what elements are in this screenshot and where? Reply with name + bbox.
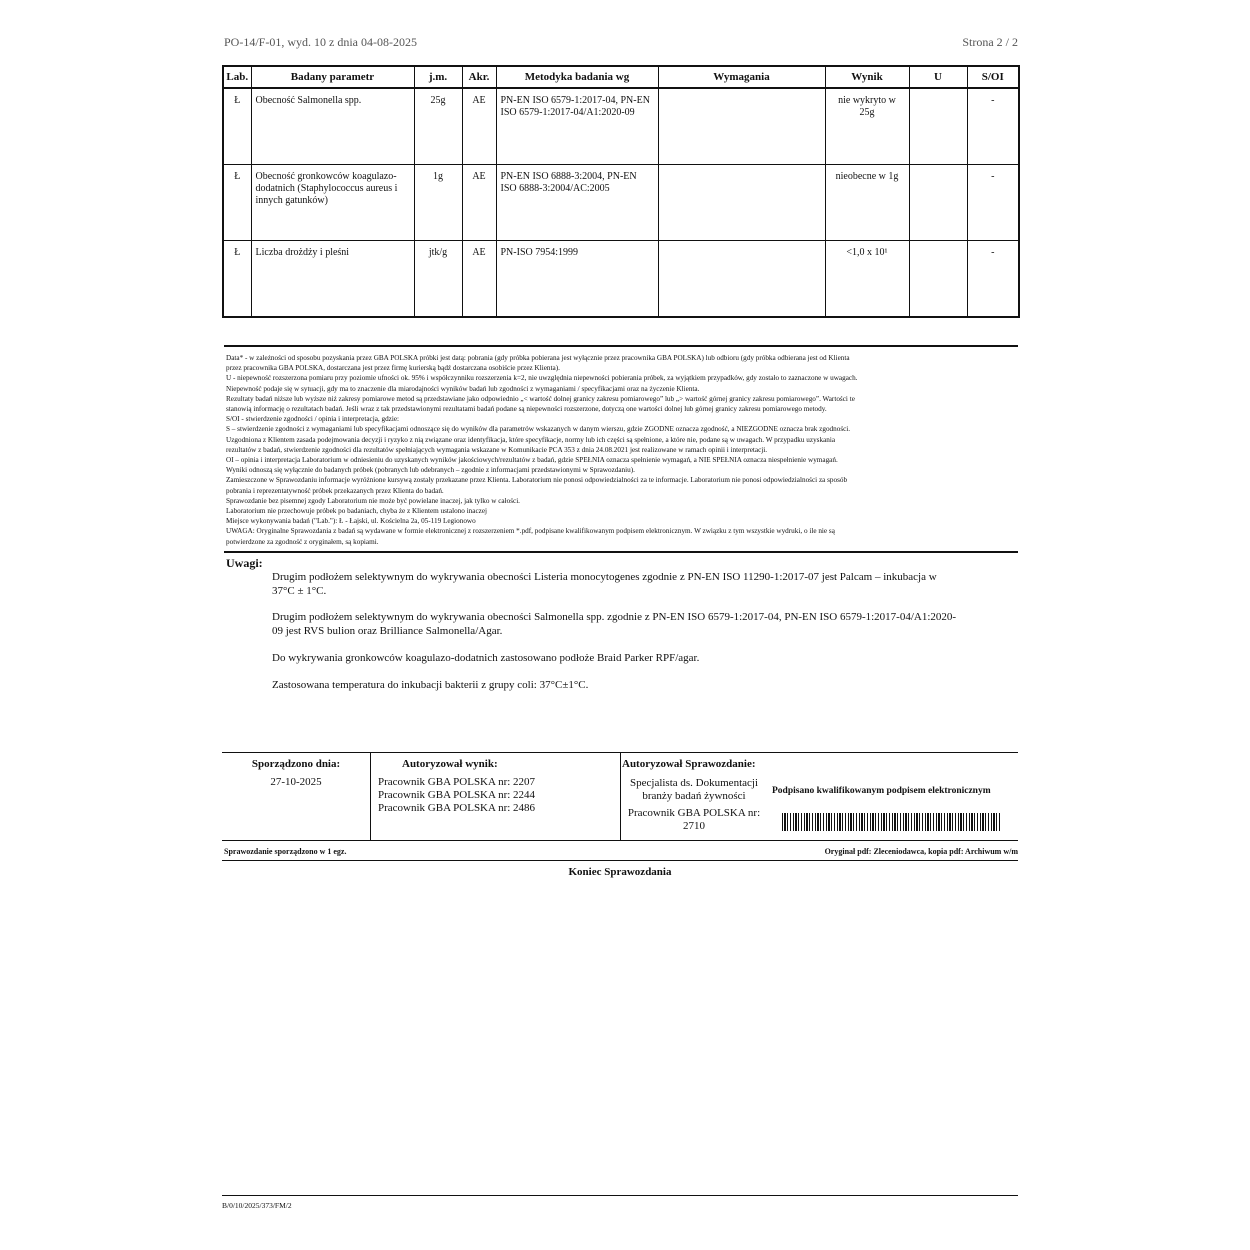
cell-parameter: Obecność Salmonella spp. (251, 88, 414, 165)
remarks-title: Uwagi: (226, 556, 263, 570)
cell-soi: - (967, 165, 1019, 241)
cell-requirements (658, 241, 825, 318)
cell-uncertainty (909, 88, 967, 165)
barcode (782, 813, 1002, 831)
table-row (223, 241, 1019, 318)
cell-lab: Ł (223, 241, 251, 318)
legend-line: pobrania i reprezentatywność próbek przekazanych przez Klienta do badań. (226, 486, 444, 495)
legend-line: OI – opinia i interpretacja Laboratorium w odniesieniu do uzyskanych wyników jakościowych/rezultatów z badań, gdzie SPEŁNIA oznacza spełnienie wymagań, a NIE SPEŁNIA oznacza niespełnienie wymagań. (226, 456, 838, 465)
legend-line: przez pracownika GBA POLSKA, dostarczana jest przez firmę kurierską bądź dostarczana osobiście przez Klienta). (226, 364, 560, 373)
page-number: Strona 2 / 2 (962, 35, 1018, 49)
cell-lab: Ł (223, 165, 251, 241)
legend-line: Zamieszczone w Sprawozdaniu informacje wyróżnione kursywą zostały przekazane przez Klienta. Laboratorium nie ponosi odpowiedzialności za te informacje. Laboratorium nie ponosi odpowiedzialności za sposób (226, 476, 848, 485)
legend-line: rezultatów z badań, stwierdzenie zgodności dla rezultatów spełniających wymagania wskazane w Komunikacie PCA 353 z dnia 24.08.2021 jest realizowane w ramach opinii i interpretacji. (226, 445, 768, 454)
specialist-title: branży badań żywności (642, 790, 746, 802)
form-code: PO-14/F-01, wyd. 10 z dnia 04-08-2025 (224, 35, 417, 49)
remark-note: Drugim podłożem selektywnym do wykrywania obecności Listeria monocytogenes zgodnie z PN-EN ISO 11290-1:2017-07 jest Palcam – inkubacja w 37°C ± 1°C. (272, 571, 937, 597)
cell-result: <1,0 x 10¹ (825, 241, 909, 318)
legend-line: S – stwierdzenie zgodności z wymaganiami lub specyfikacjami odnoszące się do wyników dla parametrów wskazanych w danym wierszu, gdzie ZGODNE oznacza zgodność, a NIEZGODNE oznacza brak zgodności. (226, 425, 851, 434)
legend-line: Wyniki odnoszą się wyłącznie do badanych próbek (pobranych lub odebranych – zgodnie z informacjami przedstawionymi w Sprawozdaniu). (226, 466, 635, 475)
worker-id: Pracownik GBA POLSKA nr: 2486 (378, 802, 536, 814)
col-header-requirements: Wymagania (658, 66, 825, 88)
cell-requirements (658, 88, 825, 165)
cell-accreditation: AE (462, 88, 496, 165)
legend-line: Uzgodniona z Klientem zasada podejmowania decyzji i ryzyko z nią związane oraz identyfikacja, które specyfikacje, normy lub ich części są spełnione, a które nie, podane są w uwagach. W przypadku uzyskania (226, 435, 836, 444)
footer-code: B/0/10/2025/373/FM/2 (222, 1195, 1018, 1210)
cell-result: nieobecne w 1g (825, 165, 909, 241)
legend-line: U - niepewność rozszerzona pomiaru przy poziomie ufności ok. 95% i współczynniku rozszerzenia k=2, nie uwzględnia niepewności pobierania próbek, za wyjątkiem przypadków, gdy zostało to zaznaczone w uwagach. (226, 374, 858, 383)
col-header-parameter: Badany parametr (251, 66, 414, 88)
cell-accreditation: AE (462, 165, 496, 241)
legend-line: potwierdzone za zgodność z oryginałem, są kopiami. (226, 537, 379, 546)
electronic-signature-note: Podpisano kwalifikowanym podpisem elektronicznym (772, 786, 991, 796)
legend-line: Rezultaty badań niższe lub wyższe niż zakresy pomiarowe metod są przedstawiane jako odpowiednio „< wartość dolnej granicy zakresu pomiarowego” lub „> wartość górnej granicy zakresu pomiarowego”. Wartości te (226, 394, 855, 403)
authorized-result-column (370, 753, 621, 840)
table-row (223, 165, 1019, 241)
results-table (222, 65, 1020, 318)
col-header-uncertainty: U (909, 66, 967, 88)
authorized-report-label: Autoryzował Sprawozdanie: (622, 758, 756, 770)
col-header-soi: S/OI (967, 66, 1019, 88)
authorized-result-label: Autoryzował wynik: (402, 758, 498, 770)
legend-line: S/OI - stwierdzenie zgodności / opinia i interpretacja, gdzie: (226, 415, 400, 424)
cell-soi: - (967, 241, 1019, 318)
remark-note: Drugim podłożem selektywnym do wykrywania obecności Salmonella spp. zgodnie z PN-EN ISO 6579-1:2017-04, PN-EN ISO 6579-1:2017-04/A1:2020-09 jest RVS bulion oraz Brilliance Salmonella/Agar. (272, 611, 957, 637)
worker-id: Pracownik GBA POLSKA nr: 2207 (378, 776, 536, 788)
cell-method: PN-EN ISO 6888-3:2004, PN-EN ISO 6888-3:2004/AC:2005 (496, 165, 658, 241)
cell-result: nie wykryto w 25g (825, 88, 909, 165)
col-header-result: Wynik (825, 66, 909, 88)
copies-note: Sprawozdanie sporządzono w 1 egz. (224, 847, 347, 856)
legend-line: UWAGA: Oryginalne Sprawozdania z badań są wydawane w formie elektronicznej z rozszerzeniem *.pdf, podpisane kwalifikowanym podpisem elektronicznym. W związku z tym wszystkie wydruki, o ile nie są (226, 527, 835, 536)
legend-notes (224, 345, 1018, 553)
cell-unit: 1g (414, 165, 462, 241)
cell-method: PN-ISO 7954:1999 (496, 241, 658, 318)
legend-line: stanowią informację o rezultatach badań. Jeśli wraz z tak przedstawionymi rezultatami badań podane są niepewności rozszerzone, dotyczą one wartości dolnej lub górnej granicy zakresu pomiarowego metody. (226, 405, 827, 414)
col-header-accreditation: Akr. (462, 66, 496, 88)
prepared-label: Sporządzono dnia: (251, 758, 341, 770)
prepared-date: 27-10-2025 (270, 776, 322, 788)
copies-line (222, 844, 1018, 861)
cell-accreditation: AE (462, 241, 496, 318)
table-row (223, 88, 1019, 165)
specialist-title: Specjalista ds. Dokumentacji (630, 777, 758, 789)
cell-soi: - (967, 88, 1019, 165)
end-of-report: Koniec Sprawozdania (568, 866, 672, 878)
cell-lab: Ł (223, 88, 251, 165)
report-worker-number: 2710 (683, 820, 705, 832)
legend-line: Miejsce wykonywania badań ("Lab."): Ł - Łajski, ul. Kościelna 2a, 05-119 Legionowo (226, 517, 476, 526)
cell-unit: jtk/g (414, 241, 462, 318)
remark-note: Zastosowana temperatura do inkubacji bakterii z grupy coli: 37°C±1°C. (272, 679, 589, 691)
signature-block (222, 752, 1018, 841)
cell-parameter: Liczba drożdży i pleśni (251, 241, 414, 318)
col-header-lab: Lab. (223, 66, 251, 88)
cell-requirements (658, 165, 825, 241)
legend-line: Laboratorium nie przechowuje próbek po badaniach, chyba że z Klientem ustalono inaczej (226, 507, 488, 516)
cell-method: PN-EN ISO 6579-1:2017-04, PN-EN ISO 6579-1:2017-04/A1:2020-09 (496, 88, 658, 165)
cell-uncertainty (909, 165, 967, 241)
cell-parameter: Obecność gronkowców koagulazo-dodatnich (Staphylococcus aureus i innych gatunków) (251, 165, 414, 241)
col-header-method: Metodyka badania wg (496, 66, 658, 88)
report-worker: Pracownik GBA POLSKA nr: (627, 807, 761, 819)
cell-uncertainty (909, 241, 967, 318)
legend-line: Data* - w zależności od sposobu pozyskania przez GBA POLSKA próbki jest datą: pobrania (gdy próbka pobierana jest wyłącznie przez pracownika GBA POLSKA) lub odbioru (gdy próbka odbierana jest od Klienta (226, 354, 850, 362)
prepared-column (222, 753, 371, 840)
col-header-unit: j.m. (414, 66, 462, 88)
remark-note: Do wykrywania gronkowców koagulazo-dodatnich zastosowano podłoże Braid Parker RPF/agar. (272, 652, 700, 664)
cell-unit: 25g (414, 88, 462, 165)
table-header-row (223, 66, 1019, 88)
legend-line: Sprawozdanie bez pisemnej zgody Laboratorium nie może być powielane inaczej, jak tylko w całości. (226, 496, 520, 505)
worker-id: Pracownik GBA POLSKA nr: 2244 (378, 789, 536, 801)
original-note: Oryginał pdf: Zleceniodawca, kopia pdf: Archiwum w/m (824, 847, 1018, 856)
legend-line: Niepewność podaje się w sytuacji, gdy ma to znaczenie dla miarodajności wyników badań lub zgodności z wymaganiami / specyfikacjami oraz na życzenie Klienta. (226, 384, 700, 393)
